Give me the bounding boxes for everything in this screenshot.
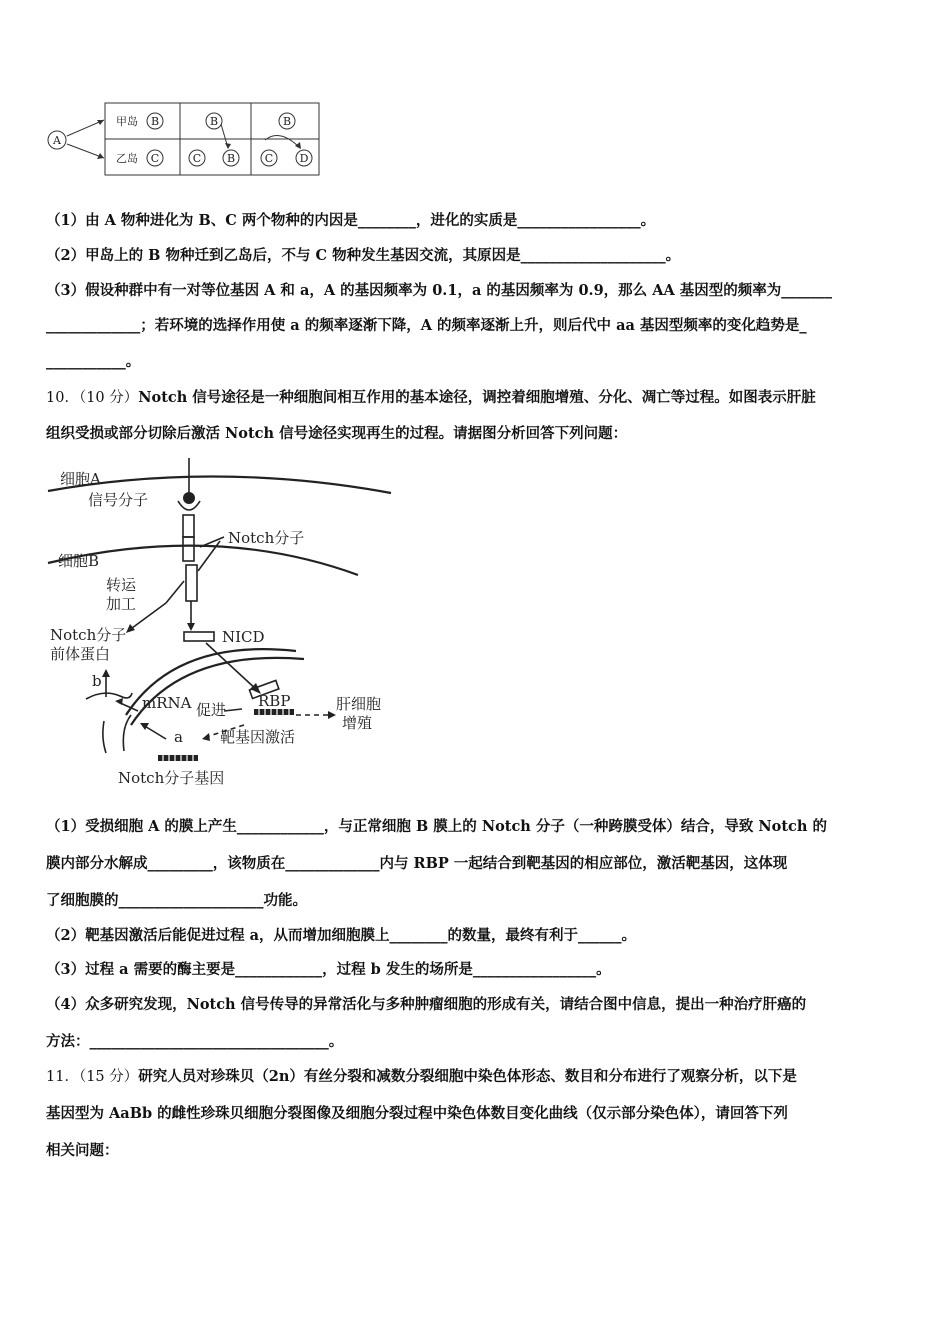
circle-label: C: [192, 152, 202, 165]
process-a-label: a: [174, 728, 183, 746]
q9-part1: （1）由 A 物种进化为 B、C 两个物种的内因是________，进化的实质是_________________。: [46, 212, 656, 229]
q9-part3-line3: ___________。: [46, 353, 141, 370]
q10-part2: （2）靶基因激活后能促进过程 a，从而增加细胞膜上________的数量，最终有利于______。: [46, 927, 637, 944]
target-gene-label: 靶基因激活: [220, 728, 296, 746]
q9-part3-line1: （3）假设种群中有一对等位基因 A 和 a，A 的基因频率为 0.1，a 的基因频率为 0.9，那么 AA 基因型的频率为_______: [46, 282, 833, 299]
notch-diagram: [46, 453, 396, 793]
island-yi-label: 乙岛: [116, 152, 138, 165]
cell-a-label: 细胞A: [60, 470, 101, 488]
q9-part2: （2）甲岛上的 B 物种迁到乙岛后，不与 C 物种发生基因交流，其原因是____________________。: [46, 247, 681, 264]
q10-part4-line2: 方法：_________________________________。: [46, 1033, 344, 1050]
island-jia-label: 甲岛: [116, 115, 138, 128]
circle-label: B: [150, 115, 160, 128]
mrna-label: mRNA: [142, 694, 192, 712]
species-a-label: A: [53, 134, 61, 147]
liver-label-2: 增殖: [342, 714, 373, 732]
cell-b-label: 细胞B: [58, 552, 100, 570]
circle-label: B: [226, 152, 236, 165]
q10-part1-line1: （1）受损细胞 A 的膜上产生____________，与正常细胞 B 膜上的 Notch 分子（一种跨膜受体）结合，导致 Notch 的: [46, 818, 827, 835]
q9-part3-line2: _____________；若环境的选择作用使 a 的频率逐渐下降，A 的频率逐渐上升，则后代中 aa 基因型频率的变化趋势是_: [46, 317, 807, 334]
q10-part1-line3: 了细胞膜的____________________功能。: [46, 892, 307, 909]
q11-text: 研究人员对珍珠贝（2n）有丝分裂和减数分裂细胞中染色体形态、数目和分布进行了观察分析，以下是: [138, 1068, 797, 1085]
q10-part4-line1: （4）众多研究发现，Notch 信号传导的异常活化与多种肿瘤细胞的形成有关，请结合图中信息，提出一种治疗肝癌的: [46, 996, 807, 1013]
q11-number: 11．（15 分）: [46, 1069, 139, 1085]
island-figure: [40, 98, 330, 180]
precursor-label-1: Notch分子: [50, 626, 127, 644]
precursor-label-2: 前体蛋白: [50, 645, 111, 663]
q10-part1-line2: 膜内部分水解成_________，该物质在_____________内与 RBP 一起结合到靶基因的相应部位，激活靶基因，这体现: [46, 855, 788, 872]
process-b-label: b: [92, 672, 102, 690]
nicd-label: NICD: [222, 628, 265, 646]
circle-label: B: [209, 115, 219, 128]
q11-line3: 相关问题：: [46, 1142, 119, 1159]
notch-gene-label: Notch分子基因: [118, 769, 225, 787]
circle-label: D: [299, 152, 309, 165]
q10-intro-text: Notch 信号途径是一种细胞间相互作用的基本途径，调控着细胞增殖、分化、凋亡等过程。如图表示肝脏: [138, 389, 816, 406]
rbp-label: RBP: [258, 692, 291, 710]
liver-label-1: 肝细胞: [336, 695, 382, 713]
notch-molecule-label: Notch分子: [228, 529, 305, 547]
q10-part3: （3）过程 a 需要的酶主要是____________，过程 b 发生的场所是_________________。: [46, 961, 611, 978]
transport-label-2: 加工: [106, 595, 137, 613]
q10-number: 10．（10 分）: [46, 390, 139, 406]
q10-intro-line2: 组织受损或部分切除后激活 Notch 信号途径实现再生的过程。请据图分析回答下列问题：: [46, 425, 628, 442]
circle-label: C: [264, 152, 274, 165]
q11-line2: 基因型为 AaBb 的雌性珍珠贝细胞分裂图像及细胞分裂过程中染色体数目变化曲线（仅示部分染色体），请回答下列: [46, 1105, 788, 1122]
q11-line1: [46, 1067, 906, 1087]
circle-label: C: [150, 152, 160, 165]
circle-label: B: [282, 115, 292, 128]
signal-molecule-label: 信号分子: [88, 491, 149, 509]
q10-intro-line1: [46, 388, 906, 408]
promote-label: 促进: [196, 701, 227, 719]
transport-label-1: 转运: [106, 576, 137, 594]
